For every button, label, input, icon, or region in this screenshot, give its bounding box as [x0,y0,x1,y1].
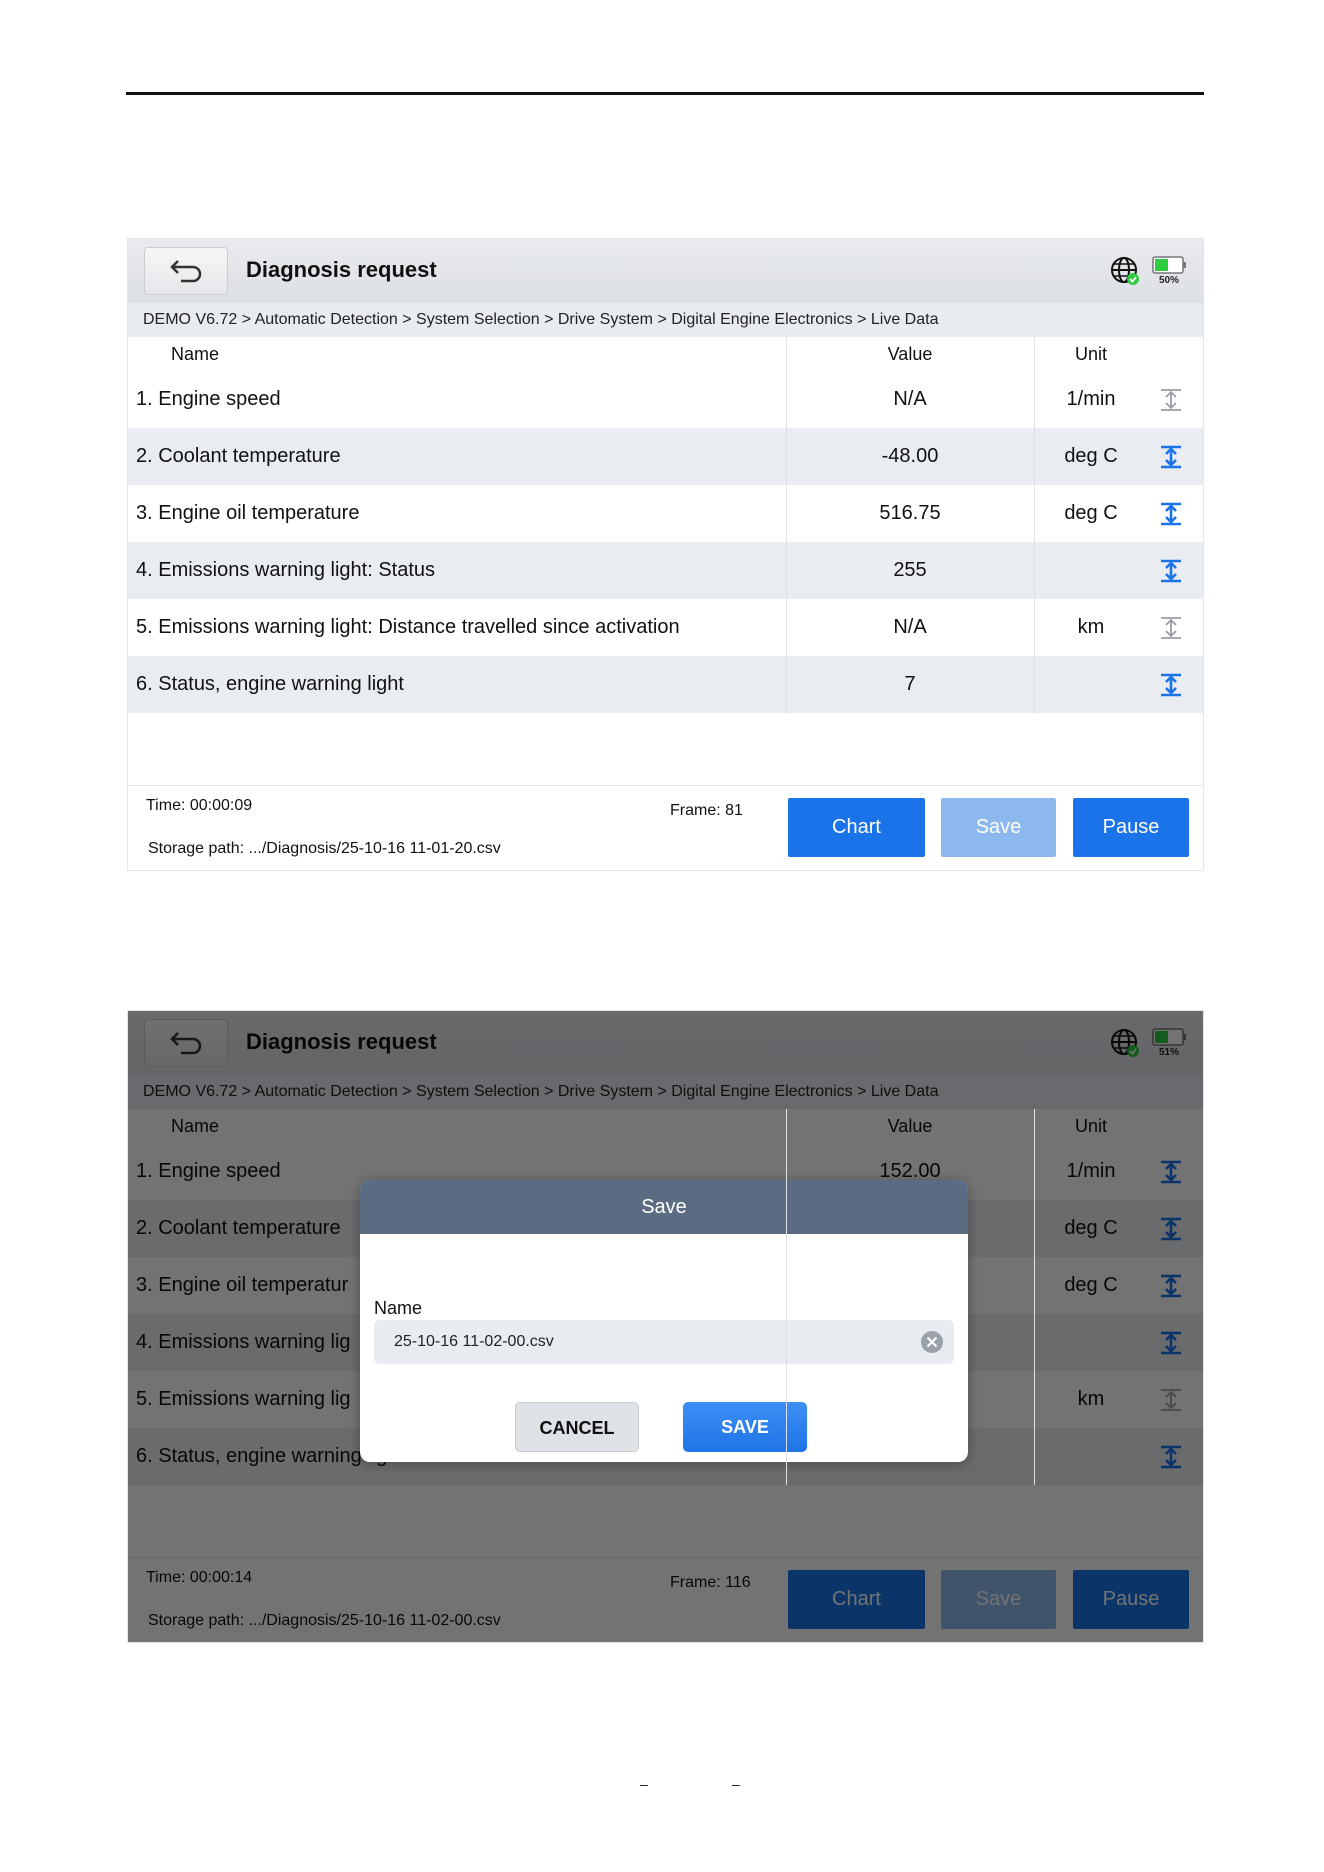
battery-indicator [1149,255,1189,289]
table-row[interactable] [128,485,1203,542]
elapsed-time: Time: 00:00:09 [146,797,253,814]
parameter-value: N/A [893,388,927,410]
page-title: Diagnosis request [246,257,437,282]
pin-inactive-icon[interactable] [1158,387,1184,413]
page-dash-right: – [732,1776,740,1792]
frame-count: Frame: 81 [670,802,743,819]
parameter-unit: km [1077,616,1105,638]
page-dash-left: – [640,1776,648,1792]
back-arrow-icon [169,258,203,284]
parameter-value: 255 [893,559,927,581]
pin-active-icon[interactable] [1158,444,1184,470]
battery-icon [1149,255,1189,275]
globe-icon [1109,255,1141,287]
parameter-name: 6. Status, engine warning light [136,673,404,695]
pin-active-icon[interactable] [1158,558,1184,584]
parameter-unit: deg C [1064,445,1118,467]
column-divider [1034,337,1035,713]
pin-active-icon[interactable] [1158,501,1184,527]
parameter-name: 2. Coolant temperature [136,445,341,467]
dialog-title: Save [360,1180,968,1234]
back-button[interactable] [144,247,228,295]
parameter-value: -48.00 [881,445,939,467]
breadcrumb: DEMO V6.72 > Automatic Detection > System Selection > Drive System > Digital Engine Electronics > Live Data [128,303,1203,337]
save-button[interactable]: Save [941,798,1056,857]
table-row[interactable] [128,542,1203,599]
parameter-name: 5. Emissions warning light: Distance travelled since activation [136,616,680,638]
pause-button[interactable]: Pause [1073,798,1189,857]
parameter-value: 7 [904,673,916,695]
parameter-unit: 1/min [1066,388,1116,410]
parameter-name: 4. Emissions warning light: Status [136,559,436,581]
parameter-value: 516.75 [879,502,941,524]
battery-percent: 50% [1158,275,1179,286]
table-row[interactable] [128,656,1203,713]
column-divider [1034,1109,1035,1485]
cancel-button[interactable]: CANCEL [515,1402,639,1452]
live-data-screen [127,238,1204,871]
pin-active-icon[interactable] [1158,672,1184,698]
status-footer [128,785,1203,871]
name-label: Name [374,1298,423,1318]
save-dialog [360,1180,968,1462]
table-row[interactable] [128,599,1203,656]
parameter-unit: deg C [1064,502,1118,524]
table-row[interactable] [128,371,1203,428]
pin-inactive-icon[interactable] [1158,615,1184,641]
chart-button[interactable]: Chart [788,798,925,857]
parameter-value: N/A [893,616,927,638]
clear-icon[interactable] [920,1330,944,1354]
column-header-value: Value [887,344,933,364]
app-header [128,239,1203,303]
filename-input[interactable] [374,1320,954,1364]
column-header-name: Name [171,344,220,364]
confirm-save-button[interactable]: SAVE [683,1402,807,1452]
storage-path: Storage path: .../Diagnosis/25-10-16 11-01-20.csv [148,840,501,857]
column-divider [786,1109,787,1485]
column-divider [786,337,787,713]
column-header-unit: Unit [1074,344,1107,364]
table-row[interactable] [128,428,1203,485]
filename-value: 25-10-16 11-02-00.csv [394,1333,554,1350]
parameter-name: 1. Engine speed [136,388,281,410]
page-top-rule [126,92,1204,95]
parameter-name: 3. Engine oil temperature [136,502,360,524]
